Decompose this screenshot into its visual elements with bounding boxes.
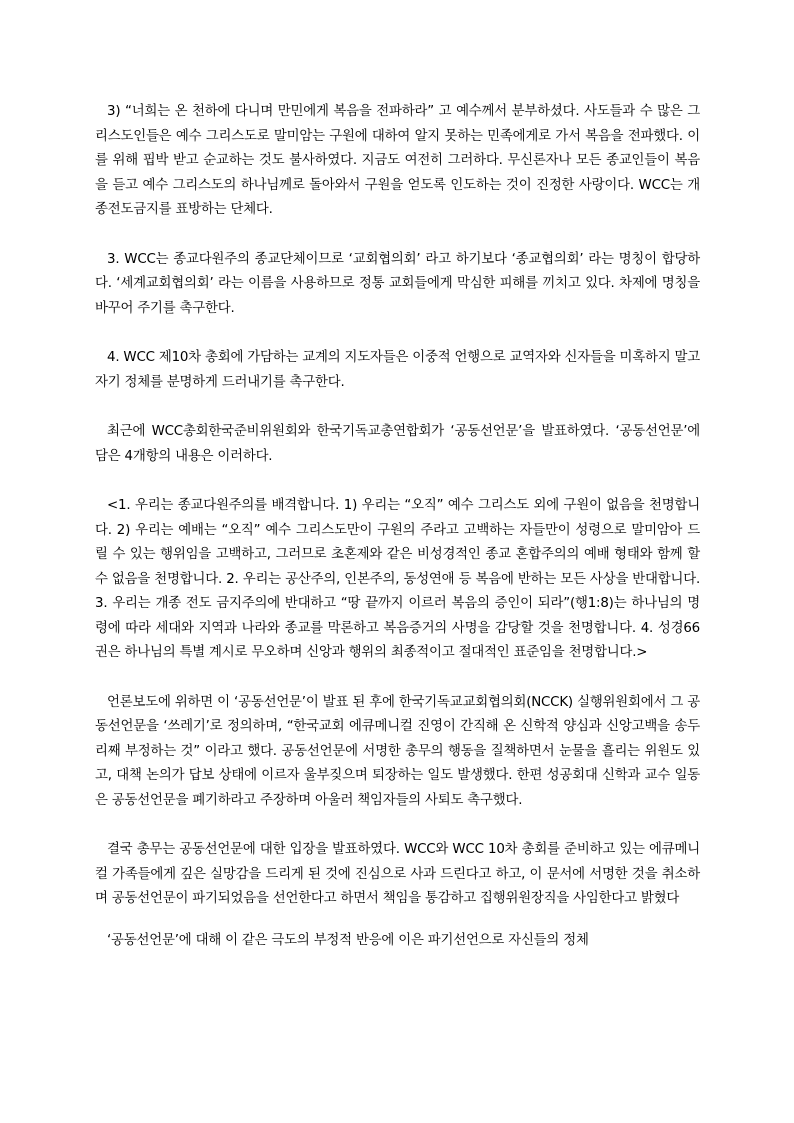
- paragraph-closing-fragment: ‘공동선언문’에 대해 이 같은 극도의 부정적 반응에 이은 파기선언으로 자신들의 정체: [107, 932, 589, 948]
- paragraph-wcc-name: 3. WCC는 종교다원주의 종교단체이므로 ‘교회협의회’ 라고 하기보다 ‘종교협의회’ 라는 명칭이 합당하다. ‘세계교회협의회’ 라는 이름을 사용하므로 정통 교회들에게 막심한 피해를 끼치고 있다. 차제에 명칭을 바꾸어 주기를 촉구한다.: [95, 251, 700, 316]
- paragraph-gap: [95, 813, 700, 838]
- paragraph-great-commission: 3) “너희는 온 천하에 다니며 만민에게 복음을 전파하라” 고 예수께서 분부하셨다. 사도들과 수 많은 그리스도인들은 예수 그리스도로 말미암는 구원에 대하여 알지 못하는 민족에게로 가서 복음을 전파했다. 이를 위해 핍박 받고 순교하는 것도 불사하였다. 지금도 여전히 그러하다. 무신론자나 모든 종교인들이 복음을 듣고 예수 그리스도의 하나님께로 돌아와서 구원을 얻도록 인도하는 것이 진정한 사랑이다. WCC는 개종전도금지를 표방하는 단체다.: [95, 104, 700, 217]
- paragraph-secretary-statement: 결국 총무는 공동선언문에 대한 입장을 발표하였다. WCC와 WCC 10차 총회를 준비하고 있는 에큐메니컬 가족들에게 깊은 실망감을 드리게 된 것에 진심으로 사과 드린다고 하고, 이 문서에 서명한 것을 취소하며 공동선언문이 파기되었음을 선언한다고 하면서 책임을 통감하고 집행위원장직을 사임한다고 밝혔다: [95, 842, 700, 906]
- paragraph-leaders: 4. WCC 제10차 총회에 가담하는 교계의 지도자들은 이중적 언행으로 교역자와 신자들을 미혹하지 말고 자기 정체를 분명하게 드러내기를 촉구한다.: [95, 350, 700, 390]
- paragraph-gap: [95, 469, 700, 494]
- paragraph-gap: [95, 321, 700, 346]
- paragraph-gap: [95, 395, 700, 420]
- paragraph-gap: [95, 223, 700, 248]
- paragraph-declaration-content: <1. 우리는 종교다원주의를 배격합니다. 1) 우리는 “오직” 예수 그리스도 외에 구원이 없음을 천명합니다. 2) 우리는 예배는 “오직” 예수 그리스도만이 구원의 주라고 고백하는 자들만이 성령으로 말미암아 드릴 수 있는 행위임을 고백하고, 그러므로 초혼제와 같은 비성경적인 종교 혼합주의의 예배 형태와 함께 할 수 없음을 천명합니다. 2. 우리는 공산주의, 인본주의, 동성연애 등 복음에 반하는 모든 사상을 반대합니다. 3. 우리는 개종 전도 금지주의에 반대하고 “땅 끝까지 이르러 복음의 증인이 되라”(행1:8)는 하나님의 명령에 따라 세대와 지역과 나라와 종교를 막론하고 복음증거의 사명을 감당할 것을 천명합니다. 4. 성경66권은 하나님의 특별 계시로 무오하며 신앙과 행위의 최종적이고 절대적인 표준임을 천명합니다.>: [95, 498, 700, 660]
- paragraph-joint-declaration-intro: 최근에 WCC총회한국준비위원회와 한국기독교총연합회가 ‘공동선언문’을 발표하였다. ‘공동선언문’에 담은 4개항의 내용은 이러하다.: [95, 424, 700, 464]
- paragraph-ncck-reaction: 언론보도에 위하면 이 ‘공동선언문’이 발표 된 후에 한국기독교교회협의회(NCCK) 실행위원회에서 그 공동선언문을 ‘쓰레기’로 정의하며, “한국교회 에큐메니컬 진영이 간직해 온 신학적 양심과 신앙고백을 송두리째 부정하는 것” 이라고 했다. 공동선언문에 서명한 총무의 행동을 질책하면서 눈물을 흘리는 위원도 있고, 대책 논의가 답보 상태에 이르자 울부짖으며 퇴장하는 일도 발생했다. 한편 성공회대 신학과 교수 일동은 공동선언문을 폐기하라고 주장하며 아울러 책임자들의 사퇴도 촉구했다.: [95, 694, 700, 808]
- paragraph-gap: [95, 666, 700, 691]
- paragraph-gap: [95, 912, 700, 929]
- document-body: [95, 100, 700, 953]
